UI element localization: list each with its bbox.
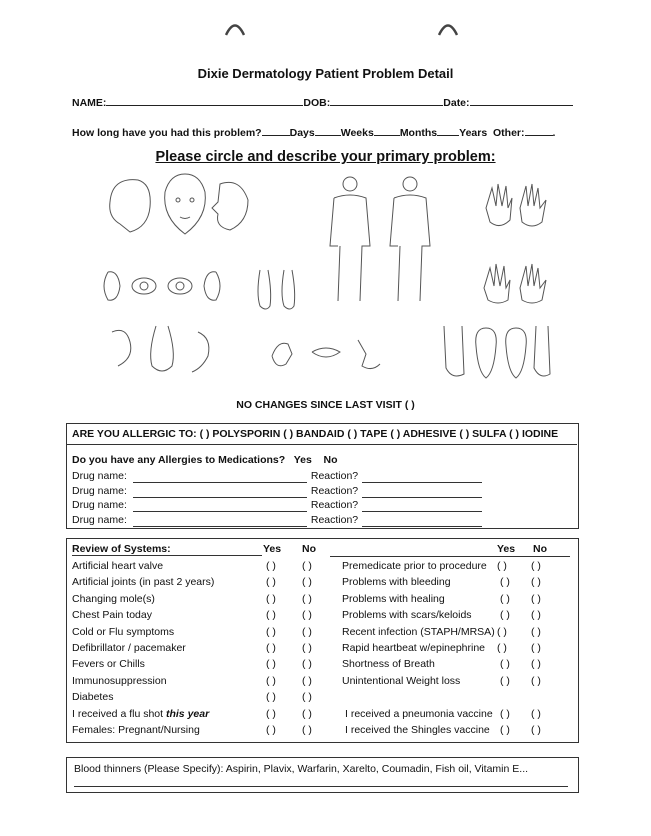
ros-left-yes[interactable]: ( ) [266,642,276,654]
ros-left-yes[interactable]: ( ) [266,658,276,671]
ros-left-yes[interactable]: ( ) [266,560,276,572]
duration-row [72,124,555,139]
duration-question: How long have you had this problem? [72,127,262,139]
med-allergy-no[interactable]: No [323,454,338,466]
allergy-heading[interactable]: ARE YOU ALLERGIC TO: ( ) POLYSPORIN ( ) BANDAID ( ) TAPE ( ) ADHESIVE ( ) SULFA ( ) IODINE [72,428,559,440]
reaction-field[interactable] [362,499,482,512]
other-label: Other: [493,127,525,139]
allergy-divider [67,444,577,445]
ros-right-no[interactable]: ( ) [531,658,541,671]
ros-left-no-header: No [302,543,316,555]
ros-right-yes[interactable]: ( ) [500,707,510,720]
ros-right-yes[interactable]: ( ) [500,674,510,687]
ros-left-item [72,708,209,720]
ros-left-yes[interactable]: ( ) [266,707,276,720]
ros-left-label: I received a flu shot [72,707,164,720]
dob-field[interactable] [330,94,443,106]
reaction-field[interactable] [362,470,482,483]
ros-left-label: Diabetes [72,691,114,704]
ros-left-label: Chest Pain today [72,609,152,622]
ros-right-no[interactable]: ( ) [531,609,541,622]
ros-right-item: Shortness of Breath [342,658,435,671]
ros-right-yes[interactable]: ( ) [500,609,510,622]
med-allergy-question-row [72,454,338,466]
ros-left-item [72,675,167,687]
ros-left-label: Defibrillator / pacemaker [72,642,186,654]
ros-heading: Review of Systems: [72,543,262,556]
days-label: Days [289,127,315,139]
ros-left-label: Artificial heart valve [72,560,164,572]
ros-left-item [72,576,214,588]
ros-right-yes[interactable]: ( ) [500,658,510,671]
ros-left-label: Artificial joints (in past 2 years) [72,576,215,589]
ros-left-item [72,560,163,572]
ros-left-item [72,626,174,638]
drug-name-label: Drug name: [72,470,127,482]
blood-thinners-line[interactable] [74,786,568,787]
drug-name-label: Drug name: [72,499,127,511]
ros-right-no[interactable]: ( ) [531,642,541,654]
hands-back-diagram[interactable] [482,178,550,230]
no-changes-checkbox[interactable]: NO CHANGES SINCE LAST VISIT ( ) [236,399,415,411]
dob-label: DOB: [303,97,331,109]
ros-left-item [72,724,200,736]
ros-left-no[interactable]: ( ) [302,592,312,605]
ros-left-item [72,691,113,703]
months-label: Months [399,127,438,139]
ros-right-item: Problems with healing [342,592,445,605]
drug-row [72,514,482,527]
ros-left-no[interactable]: ( ) [302,576,312,589]
ros-left-no[interactable]: ( ) [302,724,312,736]
months-field[interactable] [374,124,400,136]
drug-row [72,470,482,483]
weeks-label: Weeks [340,127,374,139]
ros-right-item: I received a pneumonia vaccine [345,707,493,720]
ros-right-no[interactable]: ( ) [531,724,541,736]
ros-right-item: Recent infection (STAPH/MRSA) [342,625,495,638]
ros-right-yes[interactable]: ( ) [500,576,510,589]
ros-left-yes[interactable]: ( ) [266,674,276,687]
ros-right-no[interactable]: ( ) [531,674,541,687]
ros-right-item: Premedicate prior to procedure [342,560,487,572]
ros-left-no[interactable]: ( ) [302,642,312,654]
ros-left-label: Females: Pregnant/Nursing [72,724,200,736]
drug-row [72,485,482,498]
nose-diagram[interactable] [254,266,300,316]
name-field[interactable] [106,94,303,106]
lips-diagram[interactable] [268,330,388,384]
ros-left-item [72,642,186,654]
circle-instruction: Please circle and describe your primary problem: [155,149,496,165]
ros-right-item: Problems with scars/keloids [342,609,472,622]
ros-right-no[interactable]: ( ) [531,707,541,720]
ros-left-item [72,609,152,621]
hands-palm-diagram[interactable] [480,262,552,304]
reaction-label: Reaction? [310,499,359,511]
drug-name-field[interactable] [133,470,307,483]
ros-right-yes[interactable]: ( ) [500,592,510,605]
med-allergy-yes[interactable]: Yes [293,454,312,466]
ros-right-item: I received the Shingles vaccine [345,724,490,736]
date-label: Date: [443,97,470,109]
ros-right-yes[interactable]: ( ) [497,560,507,572]
feet-diagram[interactable] [440,322,556,384]
years-field[interactable] [437,124,459,136]
date-field[interactable] [470,94,573,106]
ros-right-no-header: No [533,543,547,555]
weeks-field[interactable] [315,124,341,136]
ros-right-header-line [330,556,570,557]
drug-name-field[interactable] [133,499,307,512]
ros-left-no[interactable]: ( ) [302,625,312,638]
reaction-field[interactable] [362,514,482,527]
ros-right-no[interactable]: ( ) [531,560,541,572]
ros-right-yes[interactable]: ( ) [497,642,507,654]
patient-info-row [72,94,573,109]
days-field[interactable] [262,124,290,136]
ros-right-item: Rapid heartbeat w/epinephrine [342,642,486,654]
ears-eyes-diagram[interactable] [102,266,224,306]
ros-left-item [72,658,145,670]
drug-name-field[interactable] [133,514,307,527]
ros-left-no[interactable]: ( ) [302,609,312,622]
ros-left-no[interactable]: ( ) [302,560,312,572]
ros-left-yes[interactable]: ( ) [266,609,276,622]
ros-left-yes[interactable]: ( ) [266,592,276,605]
reaction-label: Reaction? [310,470,359,482]
med-allergy-question: Do you have any Allergies to Medications? [72,454,286,466]
ros-right-no[interactable]: ( ) [531,625,541,638]
binder-hole-left [225,18,245,36]
name-label: NAME: [72,97,107,109]
other-field[interactable] [525,124,553,136]
drug-name-field[interactable] [133,485,307,498]
drug-row [72,499,482,512]
duration-end: . [552,127,556,139]
ros-right-item: Unintentional Weight loss [342,674,461,687]
nose-profile-diagram[interactable] [108,322,238,380]
binder-hole-right [438,18,458,36]
head-views-diagram[interactable] [100,172,250,244]
ros-left-yes[interactable]: ( ) [266,576,276,589]
ros-left-label: Changing mole(s) [72,592,155,605]
body-front-back-diagram[interactable] [322,176,442,306]
ros-right-no[interactable]: ( ) [531,576,541,589]
drug-name-label: Drug name: [72,484,127,497]
ros-left-yes[interactable]: ( ) [266,724,276,736]
ros-right-yes[interactable]: ( ) [497,625,507,638]
form-title: Dixie Dermatology Patient Problem Detail [197,66,454,81]
ros-left-no[interactable]: ( ) [302,658,312,671]
ros-left-label: Cold or Flu symptoms [72,625,175,638]
ros-left-item [72,593,155,605]
ros-right-yes[interactable]: ( ) [500,724,510,736]
reaction-field[interactable] [362,485,482,498]
years-label: Years [459,127,488,139]
ros-left-no[interactable]: ( ) [302,674,312,687]
drug-name-label: Drug name: [72,513,127,526]
ros-left-label: Immunosuppression [72,674,167,687]
ros-right-no[interactable]: ( ) [531,592,541,605]
blood-thinners-label: Blood thinners (Please Specify): Aspirin, Plavix, Warfarin, Xarelto, Coumadin, Fish oil, Vitamin E... [74,763,529,775]
ros-left-yes[interactable]: ( ) [266,625,276,638]
ros-left-label: Fevers or Chills [72,658,145,671]
ros-left-no[interactable]: ( ) [302,707,312,720]
ros-left-no[interactable]: ( ) [302,691,312,704]
ros-right-item: Problems with bleeding [342,576,451,589]
reaction-label: Reaction? [310,513,359,526]
ros-left-yes-header: Yes [263,543,282,555]
flu-emphasis: this year [165,707,210,720]
ros-left-yes[interactable]: ( ) [266,691,276,704]
reaction-label: Reaction? [310,484,359,497]
ros-right-yes-header: Yes [497,543,516,555]
